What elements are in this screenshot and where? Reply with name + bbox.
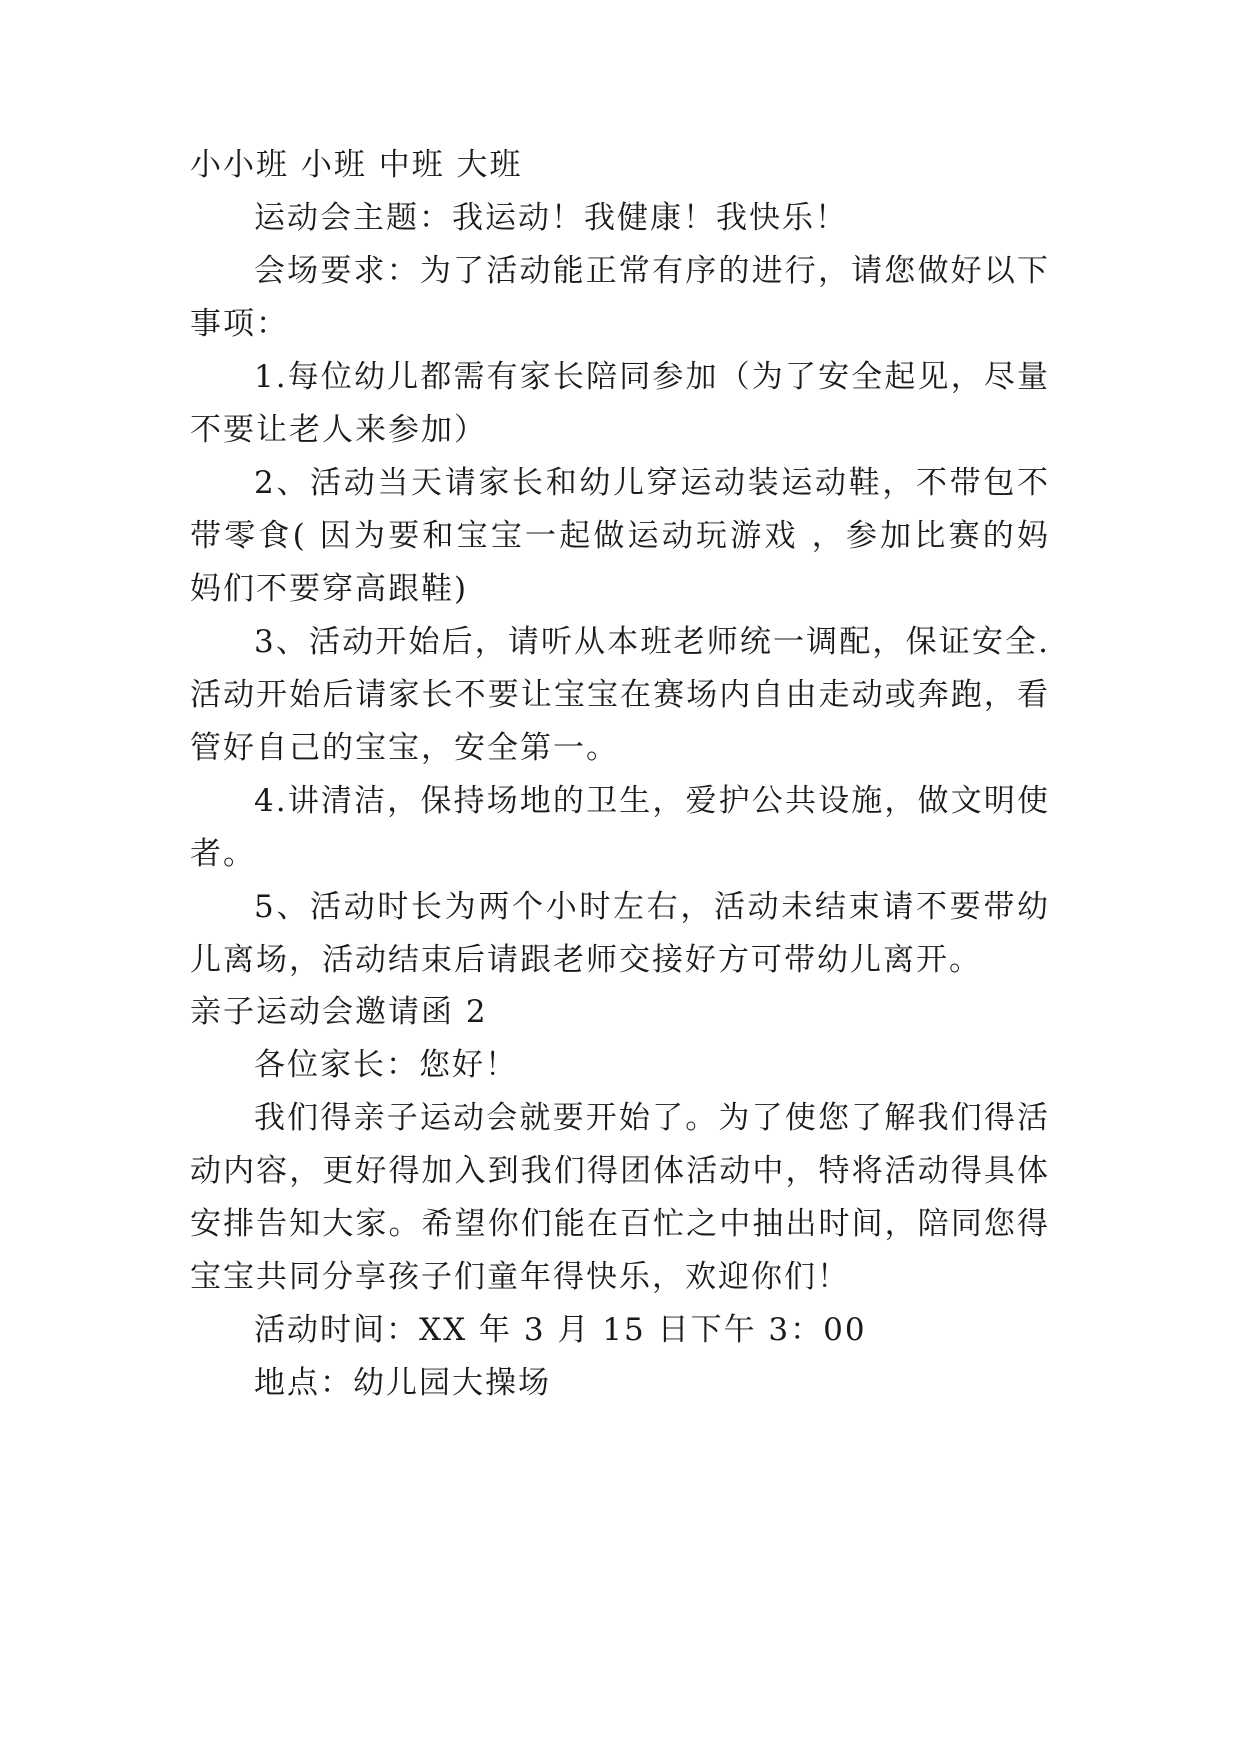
- rule-4-line: 4.讲清洁，保持场地的卫生，爱护公共设施，做文明使: [254, 783, 1050, 819]
- rule-2-line: 2、活动当天请家长和幼儿穿运动装运动鞋，不带包不: [254, 465, 1050, 501]
- invitation-line-end: 宝宝共同分享孩子们童年得快乐，欢迎你们！: [190, 1259, 850, 1295]
- rule-1-line: 1.每位幼儿都需有家长陪同参加（为了安全起见，尽量: [254, 359, 1050, 395]
- rule-5-line: 5、活动时长为两个小时左右，活动未结束请不要带幼: [254, 889, 1050, 925]
- venue-requirements-line: 会场要求：为了活动能正常有序的进行，请您做好以下: [254, 253, 1050, 289]
- event-location-line: 地点：幼儿园大操场: [254, 1365, 551, 1401]
- rule-2-line-cont: 带零食( 因为要和宝宝一起做运动玩游戏 ，参加比赛的妈: [190, 518, 1050, 554]
- greeting-line: 各位家长：您好！: [254, 1047, 518, 1083]
- rule-4-line-cont: 者。: [190, 836, 256, 872]
- class-list-line: 小小班 小班 中班 大班: [190, 147, 523, 183]
- rule-3-line: 3、活动开始后，请听从本班老师统一调配，保证安全.: [254, 624, 1050, 660]
- invitation-line: 我们得亲子运动会就要开始了。为了使您了解我们得活: [254, 1100, 1050, 1136]
- rule-3-line-end: 管好自己的宝宝，安全第一。: [190, 730, 619, 766]
- invitation-line-cont: 动内容，更好得加入到我们得团体活动中，特将活动得具体: [190, 1153, 1050, 1189]
- theme-line: 运动会主题：我运动！我健康！我快乐！: [254, 200, 848, 236]
- venue-requirements-line-cont: 事项：: [190, 306, 289, 342]
- rule-1-line-cont: 不要让老人来参加）: [190, 412, 487, 448]
- event-time-line: 活动时间：XX 年 3 月 15 日下午 3：00: [254, 1312, 867, 1348]
- rule-5-line-cont: 儿离场，活动结束后请跟老师交接好方可带幼儿离开。: [190, 942, 982, 978]
- rule-3-line-cont: 活动开始后请家长不要让宝宝在赛场内自由走动或奔跑，看: [190, 677, 1050, 713]
- rule-2-line-end: 妈们不要穿高跟鞋): [190, 571, 469, 607]
- section-heading: 亲子运动会邀请函 2: [190, 994, 488, 1030]
- invitation-line-cont-2: 安排告知大家。希望你们能在百忙之中抽出时间，陪同您得: [190, 1206, 1050, 1242]
